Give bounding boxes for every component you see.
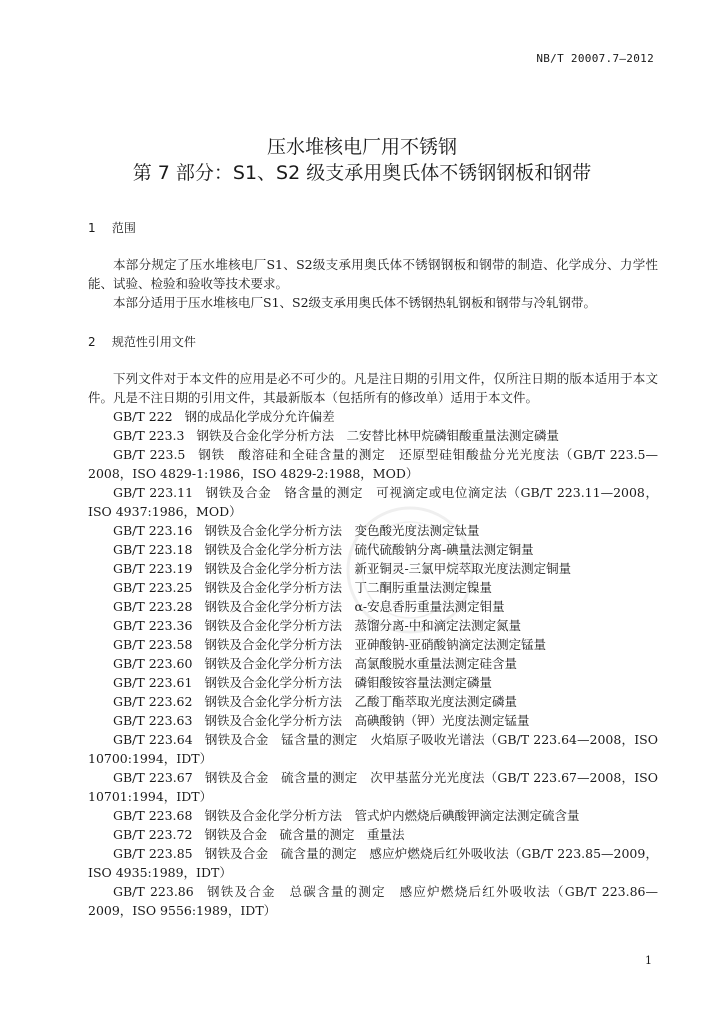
- reference-code: GB/T 223.86: [113, 884, 194, 899]
- document-title-line1: 压水堆核电厂用不锈钢: [266, 136, 457, 158]
- reference-title: 钢铁及合金化学分析方法 α-安息香肟重量法测定钼量: [204, 599, 505, 614]
- scope-paragraph-2: 本部分适用于压水堆核电厂S1、S2级支承用奥氏体不锈钢热轧钢板和钢带与冷轧钢带。: [113, 295, 597, 310]
- references-intro: 下列文件对于本文件的应用是必不可少的。凡是注日期的引用文件，仅所注日期的版本适用于本文件。凡是不注日期的引用文件，其最新版本（包括所有的修改单）适用于本文件。: [88, 371, 658, 405]
- section-2-heading: [88, 333, 196, 350]
- reference-code: GB/T 223.36: [113, 618, 193, 633]
- reference-item: [88, 445, 658, 483]
- reference-code: GB/T 223.58: [113, 637, 193, 652]
- reference-list: [88, 407, 658, 920]
- reference-title: 钢铁及合金化学分析方法 二安替比林甲烷磷钼酸重量法测定磷量: [196, 428, 559, 443]
- reference-title: 钢铁及合金 硫含量的测定 次甲基蓝分光光度法（GB/T 223.67—2008，ISO 10701:1994，IDT）: [88, 770, 658, 804]
- scope-paragraph-1: 本部分规定了压水堆核电厂S1、S2级支承用奥氏体不锈钢钢板和钢带的制造、化学成分、力学性能、试验、检验和验收等技术要求。: [88, 257, 658, 291]
- reference-title: 钢铁及合金化学分析方法 乙酸丁酯萃取光度法测定磷量: [204, 694, 517, 709]
- standard-code: NB/T 20007.7—2012: [536, 52, 654, 65]
- reference-item: [88, 844, 658, 882]
- reference-code: GB/T 223.11: [113, 485, 194, 500]
- reference-title: 钢铁及合金化学分析方法 高氯酸脱水重量法测定硅含量: [204, 656, 517, 671]
- reference-code: GB/T 223.5: [113, 447, 186, 462]
- reference-code: GB/T 223.28: [113, 599, 193, 614]
- reference-title: 钢铁及合金 硫含量的测定 感应炉燃烧后红外吸收法（GB/T 223.85—2009，ISO 4935:1989，IDT）: [88, 846, 658, 880]
- reference-title: 钢铁及合金化学分析方法 磷钼酸铵容量法测定磷量: [204, 675, 492, 690]
- reference-title: 钢铁及合金化学分析方法 变色酸光度法测定钛量: [204, 523, 480, 538]
- reference-title: 钢铁及合金 铬含量的测定 可视滴定或电位滴定法（GB/T 223.11—2008，ISO 4937:1986，MOD）: [88, 485, 659, 519]
- reference-code: GB/T 222: [113, 409, 173, 424]
- reference-item: [88, 825, 658, 844]
- section-1-heading: [88, 219, 136, 236]
- reference-code: GB/T 223.67: [113, 770, 193, 785]
- reference-title: 钢的成品化学成分允许偏差: [184, 409, 335, 424]
- watermark-seal-icon: [340, 500, 480, 640]
- reference-code: GB/T 223.3: [113, 428, 185, 443]
- reference-code: GB/T 223.64: [113, 732, 193, 747]
- reference-code: GB/T 223.60: [113, 656, 193, 671]
- reference-title: 钢铁及合金化学分析方法 高碘酸钠（钾）光度法测定锰量: [204, 713, 530, 728]
- reference-code: GB/T 223.16: [113, 523, 193, 538]
- reference-title: 钢铁及合金化学分析方法 新亚铜灵-三氯甲烷萃取光度法测定铜量: [204, 561, 572, 576]
- reference-code: GB/T 223.25: [113, 580, 193, 595]
- reference-title: 钢铁及合金 总碳含量的测定 感应炉燃烧后红外吸收法（GB/T 223.86—2009，ISO 9556:1989，IDT）: [88, 884, 658, 918]
- reference-code: GB/T 223.63: [113, 713, 193, 728]
- reference-code: GB/T 223.68: [113, 808, 193, 823]
- reference-code: GB/T 223.19: [113, 561, 193, 576]
- reference-title: 钢铁及合金化学分析方法 管式炉内燃烧后碘酸钾滴定法测定硫含量: [204, 808, 580, 823]
- section-2-title: 规范性引用文件: [111, 335, 196, 349]
- reference-item: [88, 806, 658, 825]
- reference-title: 钢铁及合金化学分析方法 硫代硫酸钠分离-碘量法测定铜量: [204, 542, 534, 557]
- reference-title: 钢铁及合金 锰含量的测定 火焰原子吸收光谱法（GB/T 223.64—2008，ISO 10700:1994，IDT）: [88, 732, 658, 766]
- reference-title: 钢铁及合金 硫含量的测定 重量法: [204, 827, 405, 842]
- section-1-number: 1: [88, 221, 96, 235]
- reference-item: [88, 692, 658, 711]
- reference-item: [88, 654, 658, 673]
- reference-code: GB/T 223.18: [113, 542, 193, 557]
- reference-item: [88, 407, 658, 426]
- reference-item: [88, 426, 658, 445]
- document-title-line2: 第 7 部分：S1、S2 级支承用奥氏体不锈钢钢板和钢带: [132, 162, 592, 184]
- section-1-title: 范围: [111, 221, 136, 235]
- reference-item: [88, 673, 658, 692]
- reference-code: GB/T 223.72: [113, 827, 193, 842]
- page-number: 1: [645, 954, 652, 967]
- reference-title: 钢铁及合金化学分析方法 蒸馏分离-中和滴定法测定氮量: [204, 618, 522, 633]
- section-2-number: 2: [88, 335, 96, 349]
- reference-item: [88, 882, 658, 920]
- reference-title: 钢铁及合金化学分析方法 丁二酮肟重量法测定镍量: [204, 580, 492, 595]
- reference-code: GB/T 223.62: [113, 694, 193, 709]
- reference-code: GB/T 223.61: [113, 675, 193, 690]
- reference-title: 钢铁及合金化学分析方法 亚砷酸钠-亚硝酸钠滴定法测定锰量: [204, 637, 547, 652]
- reference-code: GB/T 223.85: [113, 846, 193, 861]
- reference-title: 钢铁 酸溶硅和全硅含量的测定 还原型硅钼酸盐分光光度法（GB/T 223.5—2008，ISO 4829-1:1986，ISO 4829-2:1988，MOD）: [88, 447, 658, 481]
- reference-item: [88, 711, 658, 730]
- reference-item: [88, 768, 658, 806]
- reference-item: [88, 730, 658, 768]
